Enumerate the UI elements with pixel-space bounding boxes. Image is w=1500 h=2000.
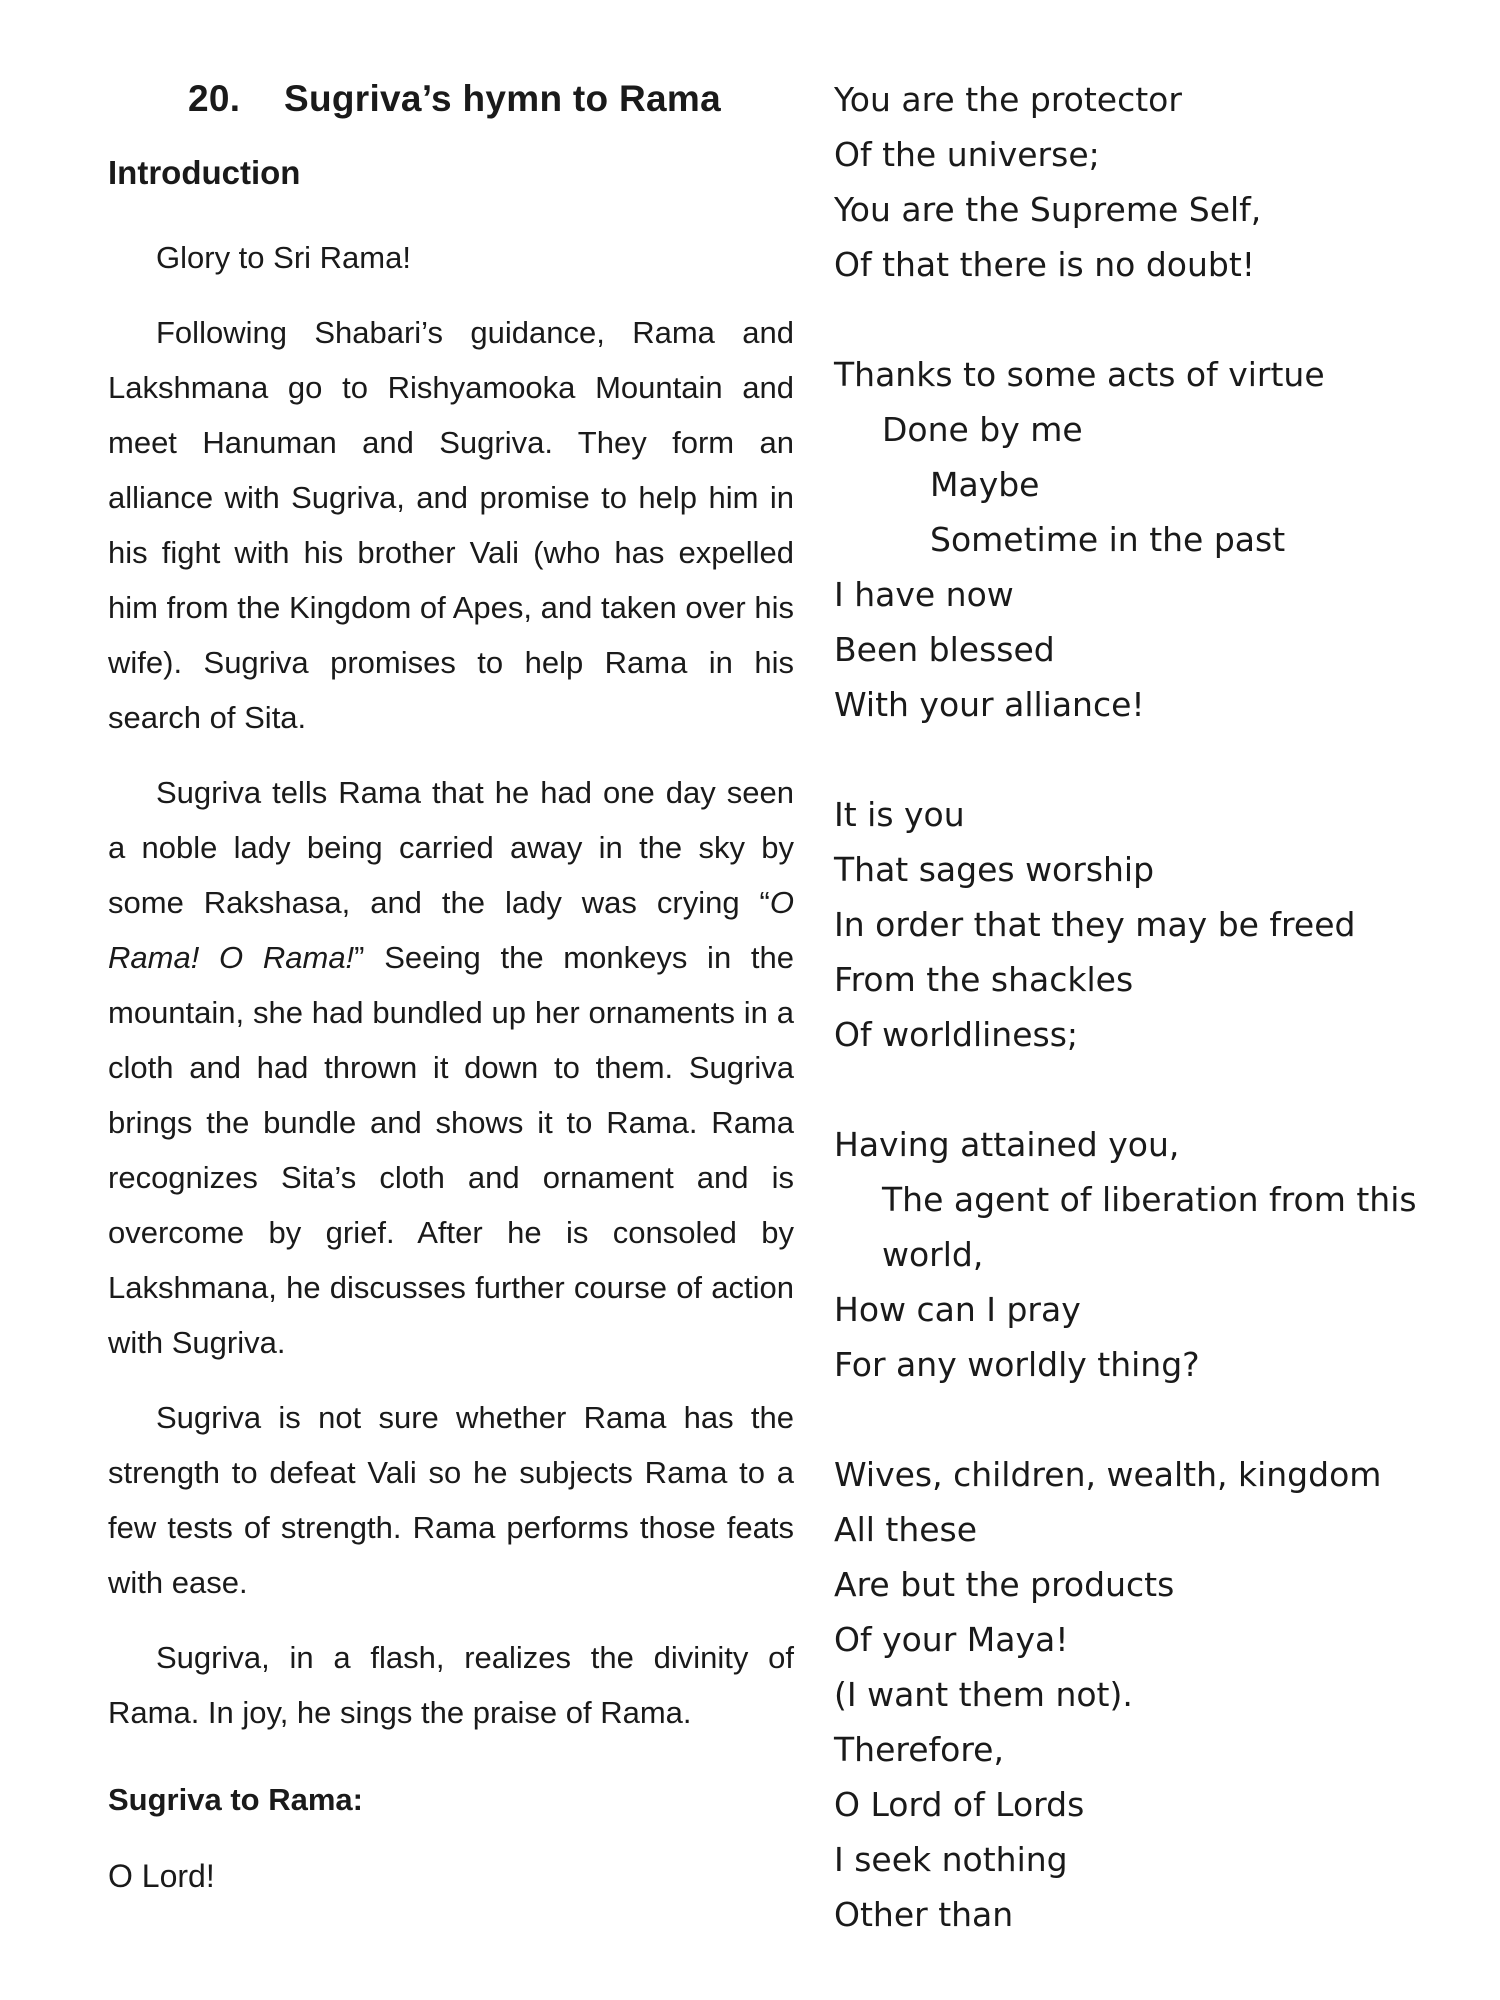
verse-line: Done by me	[882, 410, 1083, 449]
verse-line: Of your Maya!	[834, 1620, 1069, 1659]
intro-paragraph-3: Sugriva is not sure whether Rama has the strength to defeat Vali so he subjects Rama to a few tests of strength. Rama performs those feats with ease.	[108, 1400, 794, 1600]
verse-line: Thanks to some acts of virtue	[834, 355, 1325, 394]
verse-line: It is you	[834, 795, 965, 834]
verse-line: Of that there is no doubt!	[834, 245, 1255, 284]
verse-line: In order that they may be freed	[834, 905, 1356, 944]
verse-line: Of worldliness;	[834, 1015, 1079, 1054]
chapter-title	[188, 78, 794, 120]
verse-line: Are but the products	[834, 1565, 1175, 1604]
verse-line: Having attained you,	[834, 1125, 1180, 1164]
verse-line: Wives, children, wealth, kingdom	[834, 1455, 1382, 1494]
verse-line: With your alliance!	[834, 685, 1145, 724]
verse-line: Therefore,	[834, 1730, 1004, 1769]
intro-paragraph-2	[108, 765, 794, 1370]
chapter-title-text: Sugriva’s hymn to Rama	[284, 78, 722, 119]
intro-heading: Introduction	[108, 154, 301, 191]
stanza-2	[834, 347, 1474, 732]
p2-text-before: Sugriva tells Rama that he had one day seen a noble lady being carried away in the sky by some Rakshasa, and the lady was crying “	[108, 775, 794, 920]
verse-line: Other than	[834, 1895, 1014, 1934]
verse-line: That sages worship	[834, 850, 1155, 889]
verse-line: You are the Supreme Self,	[834, 190, 1262, 229]
hymn-opening: O Lord!	[108, 1858, 215, 1894]
stanza-3	[834, 787, 1474, 1062]
hymn-heading: Sugriva to Rama:	[108, 1782, 363, 1817]
intro-paragraph-1: Following Shabari’s guidance, Rama and Lakshmana go to Rishyamooka Mountain and meet Hanuman and Sugriva. They form an alliance with Sugriva, and promise to help him in his fight with his brother Vali (who has expelled him from the Kingdom of Apes, and taken over his wife). Sugriva promises to help Rama in his search of Sita.	[108, 315, 794, 735]
verse-line: world,	[882, 1235, 984, 1274]
verse-line: For any worldly thing?	[834, 1345, 1200, 1384]
verse-line: Been blessed	[834, 630, 1055, 669]
verse-line: How can I pray	[834, 1290, 1081, 1329]
p2-text-after: ” Seeing the monkeys in the mountain, she had bundled up her ornaments in a cloth and had thrown it down to them. Sugriva brings the bundle and shows it to Rama. Rama recognizes Sita’s cloth and ornament and is overcome by grief. After he is consoled by Lakshmana, he discusses further course of action with Sugriva.	[108, 940, 794, 1360]
right-column	[834, 72, 1474, 1942]
verse-line: Sometime in the past	[930, 520, 1286, 559]
verse-line: I seek nothing	[834, 1840, 1068, 1879]
verse-line: The agent of liberation from this	[882, 1180, 1417, 1219]
verse-line: Of the universe;	[834, 135, 1100, 174]
verse-line: All these	[834, 1510, 978, 1549]
verse-line: From the shackles	[834, 960, 1134, 999]
verse-line: You are the protector	[834, 80, 1182, 119]
verse-line: Maybe	[930, 465, 1040, 504]
stanza-1	[834, 72, 1474, 292]
left-column	[108, 70, 794, 1895]
intro-paragraph-4: Sugriva, in a flash, realizes the divinity of Rama. In joy, he sings the praise of Rama.	[108, 1640, 794, 1730]
verse-line: (I want them not).	[834, 1675, 1133, 1714]
stanza-5	[834, 1447, 1474, 1942]
verse-line: O Lord of Lords	[834, 1785, 1085, 1824]
stanza-4	[834, 1117, 1474, 1392]
p2-quote-italic: O Rama! O Rama!	[108, 885, 794, 975]
verse-line: I have now	[834, 575, 1014, 614]
glory-line: Glory to Sri Rama!	[156, 240, 411, 275]
chapter-number: 20.	[188, 78, 241, 119]
